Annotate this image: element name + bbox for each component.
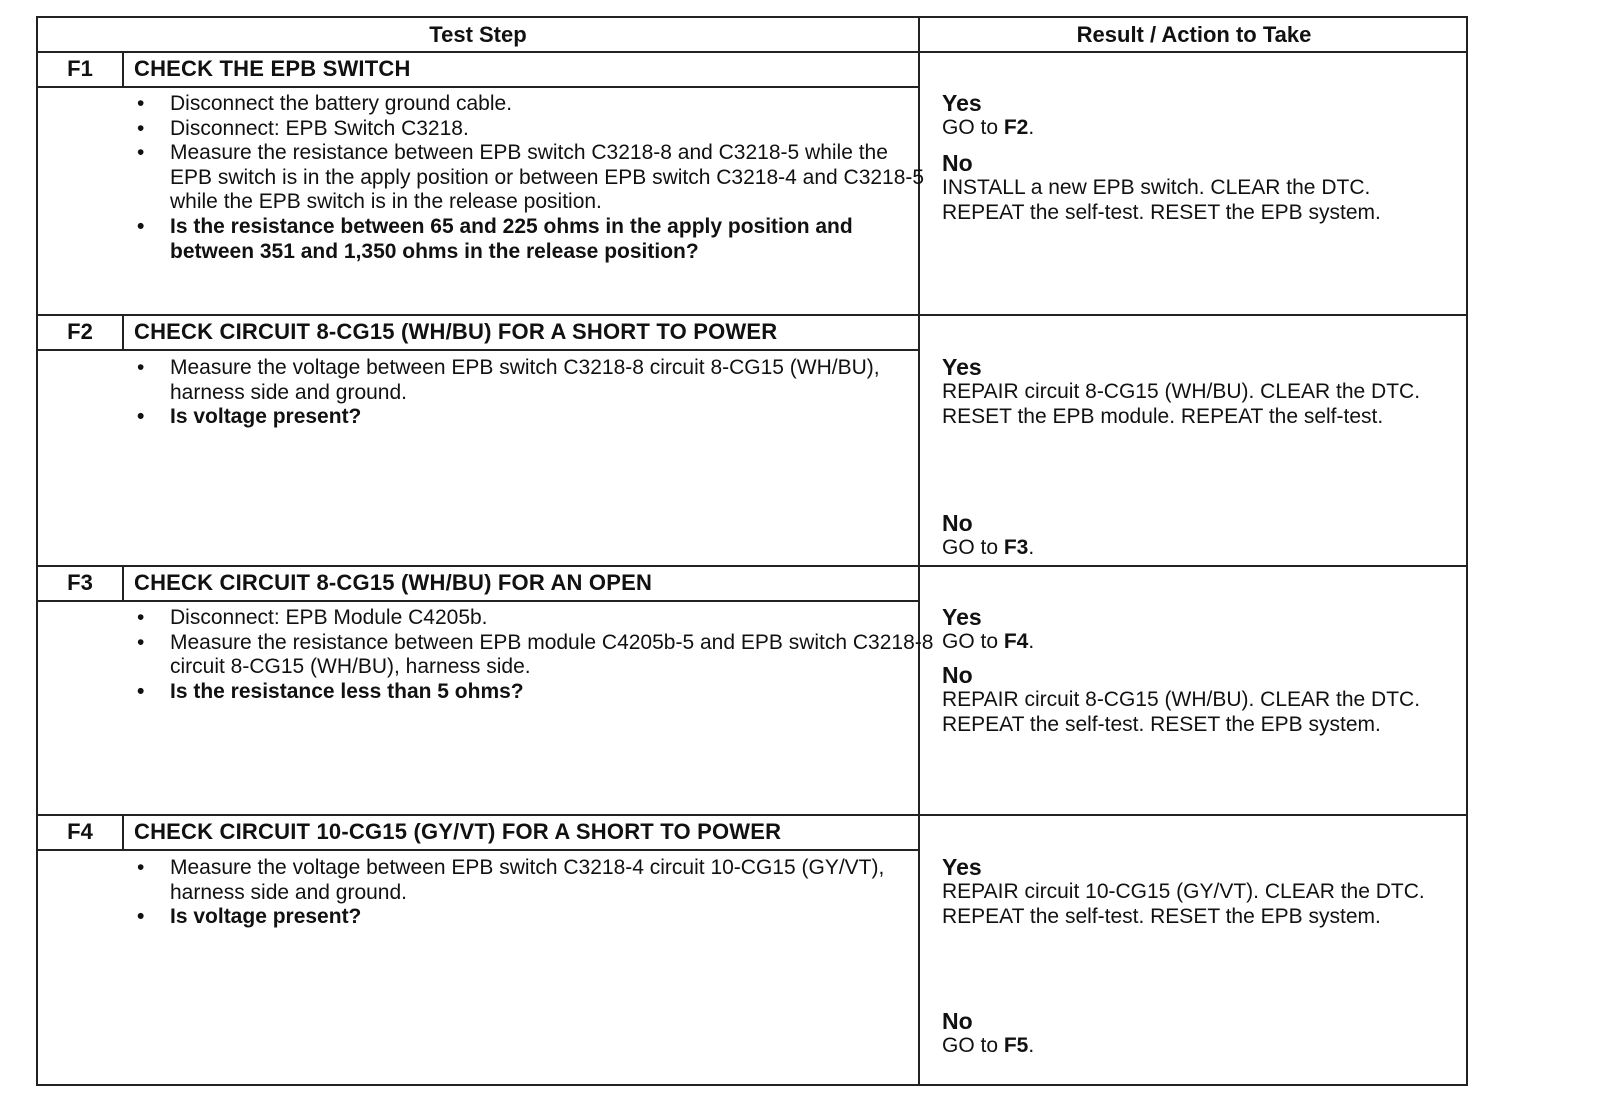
result-yes-f4 xyxy=(942,854,1457,929)
no-action: GO to F5. xyxy=(942,1034,1035,1057)
yes-label: Yes xyxy=(942,354,982,380)
no-action: INSTALL a new EPB switch. CLEAR the DTC. REPEAT the self-test. RESET the EPB system. xyxy=(942,176,1381,224)
result-yes-f3 xyxy=(942,604,1457,655)
result-no-f4 xyxy=(942,1008,1457,1059)
yes-action: REPAIR circuit 10-CG15 (GY/VT). CLEAR the DTC. REPEAT the self-test. RESET the EPB system. xyxy=(942,880,1425,928)
step-title-f2: CHECK CIRCUIT 8-CG15 (WH/BU) FOR A SHORT TO POWER xyxy=(134,319,778,344)
f2-id-divider xyxy=(122,315,124,350)
yes-action: GO to F2. xyxy=(942,116,1035,139)
no-label: No xyxy=(942,150,973,176)
f1-title-divider xyxy=(38,86,918,88)
yes-label: Yes xyxy=(942,604,982,630)
question: • Is voltage present? xyxy=(134,405,934,430)
header-result-action: Result / Action to Take xyxy=(1076,22,1312,47)
step-title-f1: CHECK THE EPB SWITCH xyxy=(134,56,411,81)
no-action: GO to F3. xyxy=(942,536,1035,559)
question: • Is voltage present? xyxy=(134,905,934,930)
bullet: • Disconnect: EPB Switch C3218. xyxy=(134,117,934,142)
f1-id-divider xyxy=(122,52,124,87)
header-test-step: Test Step xyxy=(429,22,527,47)
result-no-f3 xyxy=(942,662,1457,737)
no-label: No xyxy=(942,510,973,536)
bullet: • Disconnect the battery ground cable. xyxy=(134,92,934,117)
step-id-f4: F4 xyxy=(67,819,93,844)
step-reference: F3 xyxy=(1003,536,1029,559)
step-id-f3: F3 xyxy=(67,570,93,595)
no-label: No xyxy=(942,1008,973,1034)
f3-id-divider xyxy=(122,566,124,601)
f2-title-divider xyxy=(38,349,918,351)
question: • Is the resistance less than 5 ohms? xyxy=(134,680,934,705)
result-yes-f1 xyxy=(942,90,1457,141)
step-reference: F2 xyxy=(1003,116,1029,139)
step-id-f2: F2 xyxy=(67,319,93,344)
yes-label: Yes xyxy=(942,90,982,116)
yes-label: Yes xyxy=(942,854,982,880)
yes-action: REPAIR circuit 8-CG15 (WH/BU). CLEAR the DTC. RESET the EPB module. REPEAT the self-test. xyxy=(942,380,1421,428)
no-action: REPAIR circuit 8-CG15 (WH/BU). CLEAR the DTC. REPEAT the self-test. RESET the EPB system. xyxy=(942,688,1421,736)
bullet: • Measure the voltage between EPB switch C3218-4 circuit 10-CG15 (GY/VT), harness side and ground. xyxy=(134,856,934,905)
diagnostic-table xyxy=(36,16,1468,1086)
f4-id-divider xyxy=(122,815,124,850)
step-id-f1: F1 xyxy=(67,56,93,81)
no-label: No xyxy=(942,662,973,688)
result-yes-f2 xyxy=(942,354,1457,429)
step-title-f4: CHECK CIRCUIT 10-CG15 (GY/VT) FOR A SHORT TO POWER xyxy=(134,819,782,844)
bullet: • Measure the voltage between EPB switch C3218-8 circuit 8-CG15 (WH/BU), harness side and ground. xyxy=(134,356,934,405)
bullet: • Measure the resistance between EPB module C4205b-5 and EPB switch C3218-8 circuit 8-CG15 (WH/BU), harness side. xyxy=(134,631,934,680)
step-bullets-f1 xyxy=(134,92,934,264)
step-bullets-f4 xyxy=(134,856,934,930)
f3-title-divider xyxy=(38,600,918,602)
step-reference: F5 xyxy=(1003,1034,1029,1057)
step-title-f3: CHECK CIRCUIT 8-CG15 (WH/BU) FOR AN OPEN xyxy=(134,570,653,595)
result-no-f2 xyxy=(942,510,1457,561)
bullet: • Measure the resistance between EPB switch C3218-8 and C3218-5 while the EPB switch is in the apply position or between EPB switch C3218-4 and C3218-5 while the EPB switch is in the release position. xyxy=(134,141,934,215)
step-reference: F4 xyxy=(1003,630,1029,653)
bullet: • Disconnect: EPB Module C4205b. xyxy=(134,606,934,631)
step-bullets-f2 xyxy=(134,356,934,430)
yes-action: GO to F4. xyxy=(942,630,1035,653)
step-bullets-f3 xyxy=(134,606,934,704)
result-no-f1 xyxy=(942,150,1457,225)
f4-title-divider xyxy=(38,849,918,851)
question: • Is the resistance between 65 and 225 ohms in the apply position and between 351 and 1,350 ohms in the release position? xyxy=(134,215,934,264)
